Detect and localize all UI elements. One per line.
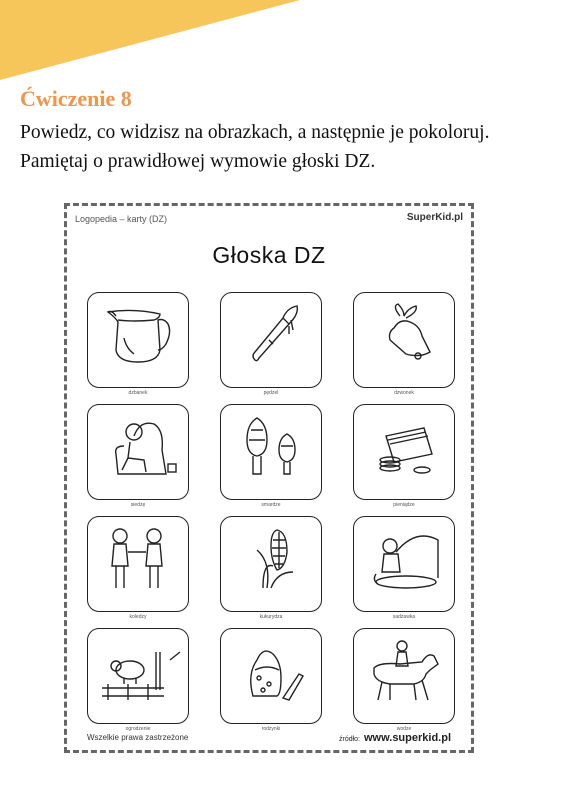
source-label: źródło: [338, 736, 360, 743]
friends-icon [94, 522, 182, 594]
exercise-instruction: Powiedz, co widzisz na obrazkach, a następnie je pokoloruj. Pamiętaj o prawidłowej wymowie głoski DZ. [20, 122, 490, 172]
worksheet-header-left: Logopedia – karty (DZ) [75, 214, 168, 224]
card-ogrodzenie [87, 628, 189, 724]
card-caption: pieniądze [393, 502, 415, 508]
card-rodzynki [220, 628, 322, 724]
card-caption: koledzy [129, 614, 147, 620]
card-caption: sadzawka [392, 614, 416, 620]
card-kukurydza [220, 516, 322, 612]
decorative-corner-triangle [0, 0, 568, 80]
morel-mushroom-icon [227, 410, 315, 482]
card-pedzel [220, 292, 322, 388]
card-smardze [220, 404, 322, 500]
worksheet-footer-source [339, 732, 451, 744]
cake-icon [227, 634, 315, 706]
card-caption: kukurydza [259, 614, 283, 620]
card-caption: smardze [261, 502, 281, 508]
pond-icon [360, 522, 448, 594]
card-wodze [353, 628, 455, 724]
card-dzwonek [353, 292, 455, 388]
card-caption: dzbanek [128, 390, 148, 396]
card-caption: pędzel [263, 390, 279, 396]
corn-icon [227, 522, 315, 594]
worksheet-brand: SuperKid.pl [406, 212, 463, 223]
fence-pig-icon [94, 634, 182, 706]
worksheet-footer-rights: Wszelkie prawa zastrzeżone [87, 733, 189, 742]
sitting-child-icon [94, 410, 182, 482]
paintbrush-icon [227, 298, 315, 370]
card-siedze [87, 404, 189, 500]
card-sadzawka [353, 516, 455, 612]
worksheet [64, 203, 474, 753]
source-link[interactable]: www.superkid.pl [364, 732, 451, 744]
card-caption: wodze [396, 726, 412, 732]
card-caption: dzwonek [394, 390, 414, 396]
card-caption: rodzynki [261, 726, 281, 732]
exercise-title: Ćwiczenie 8 [20, 86, 132, 111]
jug-icon [94, 298, 182, 370]
card-caption: siedzę [130, 502, 146, 508]
card-pieniadze [353, 404, 455, 500]
card-caption: ogrodzenie [125, 726, 151, 732]
horse-rider-icon [360, 634, 448, 706]
card-dzbanek [87, 292, 189, 388]
card-koledzy [87, 516, 189, 612]
worksheet-title: Głoska DZ [212, 242, 326, 268]
money-icon [360, 410, 448, 482]
bell-icon [360, 298, 448, 370]
